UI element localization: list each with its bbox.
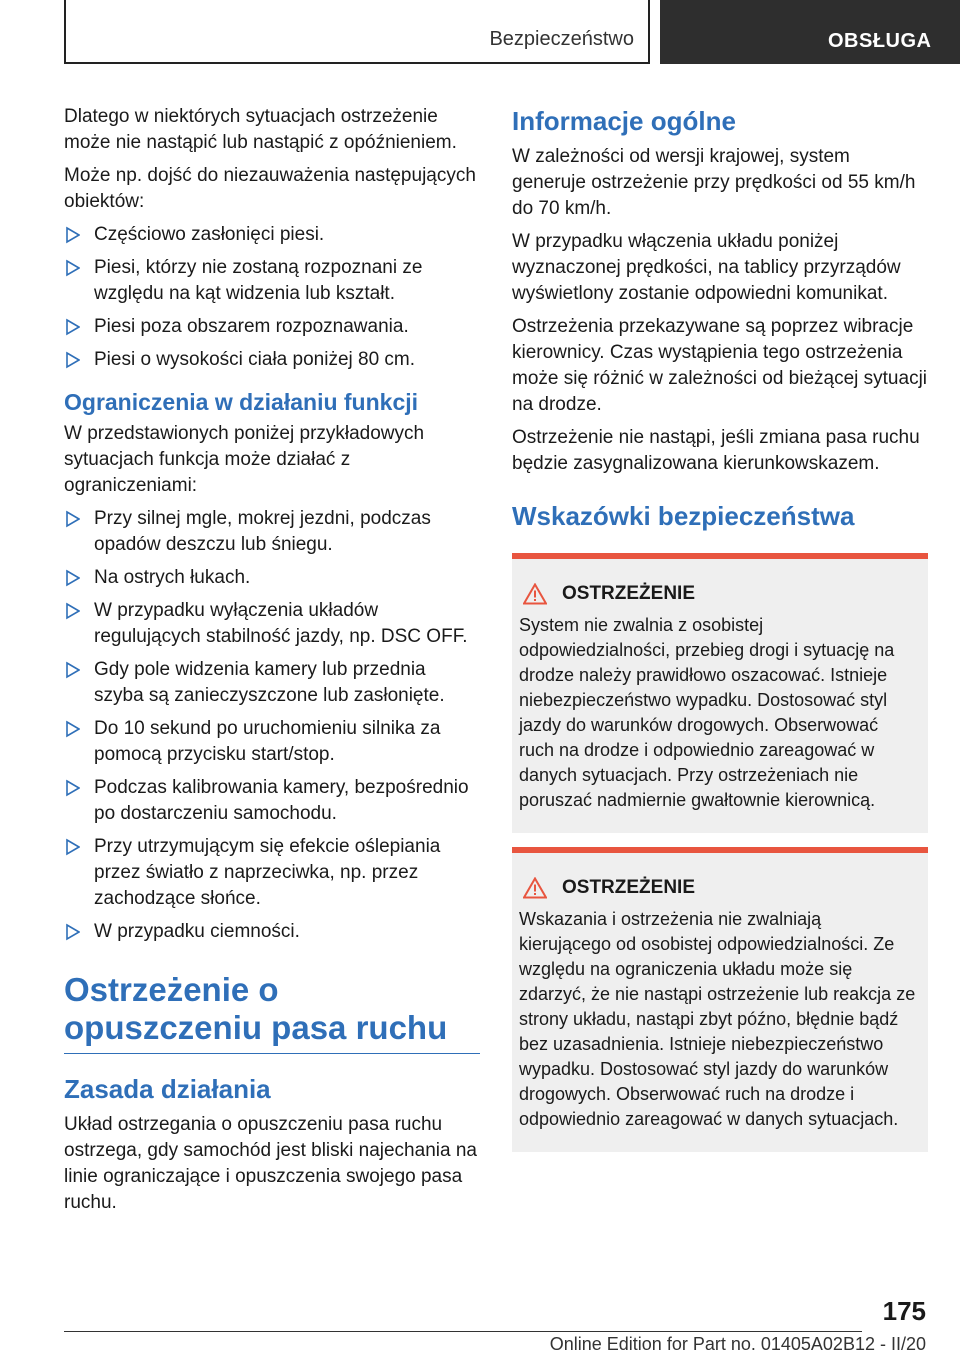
bullet-list — [64, 222, 480, 373]
list-item: Do 10 sekund po uruchomieniu silnika za pomocą przycisku start/stop. — [64, 716, 480, 768]
section-heading-safety: Wskazówki bezpieczeństwa — [512, 501, 855, 531]
list-item: W przypadku wyłączenia układów regulujących stabilność jazdy, np. DSC OFF. — [64, 598, 480, 650]
triangle-bullet-icon — [66, 923, 80, 941]
header-section-title: Bezpieczeństwo — [489, 28, 634, 50]
triangle-bullet-icon — [66, 720, 80, 738]
header-chapter-tab: OBSŁUGA — [660, 0, 960, 64]
paragraph: Dlatego w niektórych sytuacjach ostrzeżenie może nie nastąpić lub nastąpić z opóźnieniem. — [64, 106, 457, 153]
triangle-bullet-icon — [66, 838, 80, 856]
section-heading-limits: Ograniczenia w działaniu funkcji — [64, 389, 419, 415]
list-item: Piesi o wysokości ciała poniżej 80 cm. — [64, 347, 480, 373]
paragraph: W zależności od wersji krajowej, system generuje ostrzeżenie przy prędkości od 55 km/h do 70 km/h. — [512, 146, 916, 219]
triangle-bullet-icon — [66, 226, 80, 244]
section-heading-general: Informacje ogólne — [512, 106, 736, 136]
chapter-heading-lane-departure: Ostrzeżenie o opuszczeniu pasa ruchu — [64, 971, 448, 1046]
paragraph: W przypadku włączenia układu poniżej wyznaczonej prędkości, na tablicy przyrządów wyświetlony zostanie odpowiedni komunikat. — [512, 231, 901, 304]
list-item: Na ostrych łukach. — [64, 565, 480, 591]
footer-divider — [64, 1331, 862, 1332]
bullet-list — [64, 506, 480, 945]
list-item: Gdy pole widzenia kamery lub przednia szyba są zanieczyszczone lub zasłonięte. — [64, 657, 480, 709]
right-column — [512, 104, 928, 1166]
triangle-bullet-icon — [66, 661, 80, 679]
warning-text: System nie zwalnia z osobistej odpowiedzialności, przebieg drogi i sytuację na drodze należy prawidłowo oszacować. Istnieje niebezpieczeństwo wypadku. Dostosować styl jazdy do warunków drogowych. Obserwować ruch na drodze i odpowiednio zareagować w danych sytuacjach. Przy ostrzeżeniach nie poruszać nadmiernie gwałtownie kierownicą. — [519, 615, 895, 810]
paragraph: Ostrzeżenie nie nastąpi, jeśli zmiana pasa ruchu będzie zasygnalizowana kierunkowskazem. — [512, 427, 920, 474]
warning-triangle-icon — [523, 583, 547, 605]
list-item: Podczas kalibrowania kamery, bezpośrednio po dostarczeniu samochodu. — [64, 775, 480, 827]
list-item: W przypadku ciemności. — [64, 919, 480, 945]
paragraph: Układ ostrzegania o opuszczeniu pasa ruchu ostrzega, gdy samochód jest bliski najechania na linie ograniczające i opuszczenia swojego pasa ruchu. — [64, 1114, 477, 1213]
heading-divider — [64, 1053, 480, 1054]
warning-triangle-icon — [523, 877, 547, 899]
triangle-bullet-icon — [66, 569, 80, 587]
list-item: Przy silnej mgle, mokrej jezdni, podczas opadów deszczu lub śniegu. — [64, 506, 480, 558]
edition-note: Online Edition for Part no. 01405A02B12 - II/20 — [549, 1334, 926, 1354]
warning-title: OSTRZEŻENIE — [519, 875, 918, 901]
triangle-bullet-icon — [66, 259, 80, 277]
paragraph: Ostrzeżenia przekazywane są poprzez wibracje kierownicy. Czas wystąpienia tego ostrzeżenia może się różnić w zależności od bieżącej sytuacji na drodze. — [512, 316, 928, 415]
header-frame — [64, 0, 650, 64]
list-item: Przy utrzymującym się efekcie oślepiania przez światło z naprzeciwka, np. przez zachodzące słońce. — [64, 834, 480, 912]
list-item: Piesi, którzy nie zostaną rozpoznani ze względu na kąt widzenia lub kształt. — [64, 255, 480, 307]
paragraph: Może np. dojść do niezauważenia następujących obiektów: — [64, 165, 476, 212]
triangle-bullet-icon — [66, 779, 80, 797]
warning-box — [512, 847, 928, 1152]
triangle-bullet-icon — [66, 318, 80, 336]
list-item: Częściowo zasłonięci piesi. — [64, 222, 480, 248]
warning-title: OSTRZEŻENIE — [519, 581, 918, 607]
triangle-bullet-icon — [66, 602, 80, 620]
left-column — [64, 104, 480, 1223]
paragraph: W przedstawionych poniżej przykładowych sytuacjach funkcja może działać z ograniczeniami: — [64, 423, 425, 496]
warning-text: Wskazania i ostrzeżenia nie zwalniają kierującego od osobistej odpowiedzialności. Ze względu na ograniczenia układu może się zdarzyć, że nie nastąpi ostrzeżenie lub reakcja ze strony układu, nastąpi zbyt późno, błędnie bądź bez uzasadnienia. Istnieje niebezpieczeństwo wypadku. Dostosować styl jazdy do warunków drogowych. Obserwować ruch na drodze i odpowiednio zareagować w danych sytuacjach. — [519, 909, 916, 1129]
triangle-bullet-icon — [66, 351, 80, 369]
list-item: Piesi poza obszarem rozpoznawania. — [64, 314, 480, 340]
warning-box — [512, 553, 928, 833]
triangle-bullet-icon — [66, 510, 80, 528]
page-number: 175 — [882, 1296, 926, 1326]
section-heading-principle: Zasada działania — [64, 1074, 271, 1104]
